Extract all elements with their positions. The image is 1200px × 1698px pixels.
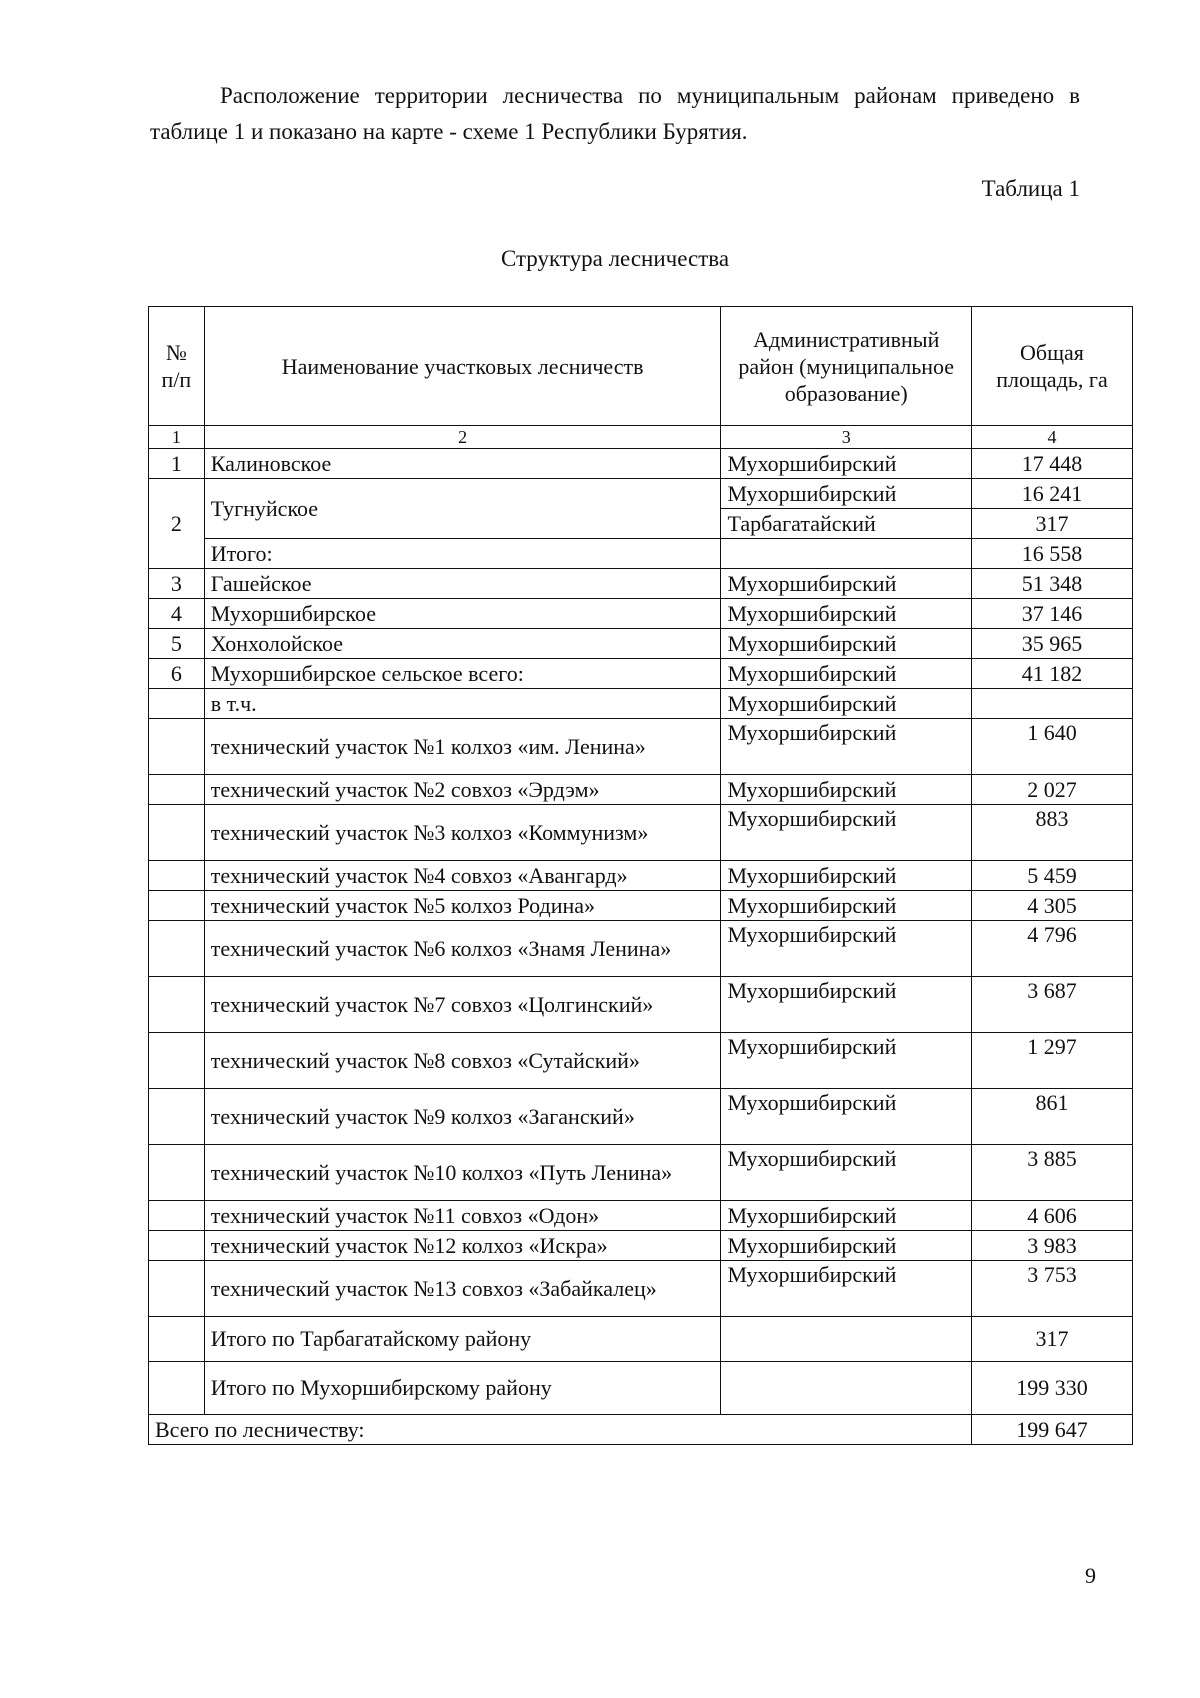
row-area: 3 753: [971, 1261, 1132, 1317]
row-name: Хонхолойское: [204, 629, 721, 659]
table-row-total-mukhorshibir: [149, 1362, 1133, 1415]
row-area: 199 647: [971, 1415, 1132, 1445]
table-row-tugnuiskoe-total: [149, 539, 1133, 569]
table-row: [149, 805, 1133, 861]
column-index-cell: 2: [204, 426, 721, 449]
table-row: [149, 1145, 1133, 1201]
row-district: Мухоршибирский: [721, 629, 971, 659]
table-row: [149, 1033, 1133, 1089]
table-row: [149, 659, 1133, 689]
row-num: [149, 1261, 205, 1317]
row-name: технический участок №7 совхоз «Цолгинский»: [204, 977, 721, 1033]
row-num: 3: [149, 569, 205, 599]
row-area: 883: [971, 805, 1132, 861]
row-num: [149, 1231, 205, 1261]
table-row: [149, 1231, 1133, 1261]
row-area: 16 558: [971, 539, 1132, 569]
row-area: 51 348: [971, 569, 1132, 599]
row-district: Мухоршибирский: [721, 921, 971, 977]
row-district: Мухоршибирский: [721, 775, 971, 805]
row-name: Итого по Мухоршибирскому району: [204, 1362, 721, 1415]
table-row: [149, 1261, 1133, 1317]
row-name: Тугнуйское: [204, 479, 721, 539]
row-district: Тарбагатайский: [721, 509, 971, 539]
row-num: [149, 1201, 205, 1231]
table-row-grand-total: [149, 1415, 1133, 1445]
table-row-total-tarbagatai: [149, 1317, 1133, 1362]
row-num: [149, 1145, 205, 1201]
row-num: [149, 861, 205, 891]
row-district: Мухоршибирский: [721, 1201, 971, 1231]
row-name: технический участок №9 колхоз «Заганский»: [204, 1089, 721, 1145]
table-row: [149, 689, 1133, 719]
row-num: [149, 719, 205, 775]
page-number: 9: [1085, 1563, 1096, 1588]
row-area: 1 297: [971, 1033, 1132, 1089]
row-district: Мухоршибирский: [721, 1145, 971, 1201]
row-name: технический участок №13 совхоз «Забайкалец»: [204, 1261, 721, 1317]
table-row: [149, 569, 1133, 599]
table-row: [149, 1201, 1133, 1231]
column-index-cell: 4: [971, 426, 1132, 449]
table-header-row: [149, 307, 1133, 426]
column-index-cell: 1: [149, 426, 205, 449]
row-area: [971, 689, 1132, 719]
table-row: [149, 719, 1133, 775]
row-name: Гашейское: [204, 569, 721, 599]
row-num: 2: [149, 479, 205, 569]
row-name: Калиновское: [204, 449, 721, 479]
row-area: 1 640: [971, 719, 1132, 775]
column-index-row: [149, 426, 1133, 449]
table-row: [149, 629, 1133, 659]
row-name: Итого по Тарбагатайскому району: [204, 1317, 721, 1362]
row-num: [149, 891, 205, 921]
row-name: Всего по лесничеству:: [149, 1415, 972, 1445]
header-district: Административный район (муниципальное образование): [721, 307, 971, 426]
table-row: [149, 977, 1133, 1033]
row-name: технический участок №10 колхоз «Путь Ленина»: [204, 1145, 721, 1201]
row-name: технический участок №12 колхоз «Искра»: [204, 1231, 721, 1261]
row-area: 317: [971, 1317, 1132, 1362]
row-area: 4 305: [971, 891, 1132, 921]
row-name: Итого:: [204, 539, 721, 569]
row-num: [149, 805, 205, 861]
row-area: 4 606: [971, 1201, 1132, 1231]
row-name: в т.ч.: [204, 689, 721, 719]
header-num: № п/п: [149, 307, 205, 426]
row-num: 1: [149, 449, 205, 479]
intro-paragraph: [150, 78, 1080, 150]
row-district: Мухоршибирский: [721, 891, 971, 921]
row-num: [149, 1362, 205, 1415]
row-name: технический участок №11 совхоз «Одон»: [204, 1201, 721, 1231]
row-name: технический участок №6 колхоз «Знамя Ленина»: [204, 921, 721, 977]
row-district: Мухоршибирский: [721, 805, 971, 861]
row-district: Мухоршибирский: [721, 1231, 971, 1261]
row-num: [149, 689, 205, 719]
table-label: Таблица 1: [981, 176, 1080, 201]
row-num: [149, 1033, 205, 1089]
row-name: Мухоршибирское сельское всего:: [204, 659, 721, 689]
row-name: Мухоршибирское: [204, 599, 721, 629]
table-row-tugnuiskoe: [149, 479, 1133, 509]
table-row: [149, 861, 1133, 891]
row-district: [721, 1317, 971, 1362]
row-name: технический участок №1 колхоз «им. Ленина»: [204, 719, 721, 775]
row-district: Мухоршибирский: [721, 977, 971, 1033]
row-district: Мухоршибирский: [721, 1089, 971, 1145]
row-num: [149, 775, 205, 805]
row-district: [721, 1362, 971, 1415]
row-area: 2 027: [971, 775, 1132, 805]
row-district: Мухоршибирский: [721, 1033, 971, 1089]
row-district: Мухоршибирский: [721, 599, 971, 629]
table-row: [149, 921, 1133, 977]
table-caption: Структура лесничества: [500, 246, 730, 271]
row-area: 16 241: [971, 479, 1132, 509]
row-area: 37 146: [971, 599, 1132, 629]
row-area: 4 796: [971, 921, 1132, 977]
intro-text: Расположение территории лесничества по муниципальным районам приведено в таблице 1 и показано на карте - схеме 1 Республики Бурятия.: [150, 83, 1080, 144]
row-district: Мухоршибирский: [721, 689, 971, 719]
row-num: 4: [149, 599, 205, 629]
row-area: 861: [971, 1089, 1132, 1145]
row-area: 35 965: [971, 629, 1132, 659]
header-name: Наименование участковых лесничеств: [204, 307, 721, 426]
header-area: Общая площадь, га: [971, 307, 1132, 426]
row-num: [149, 1317, 205, 1362]
row-name: технический участок №4 совхоз «Авангард»: [204, 861, 721, 891]
row-num: [149, 977, 205, 1033]
row-area: 41 182: [971, 659, 1132, 689]
row-name: технический участок №5 колхоз Родина»: [204, 891, 721, 921]
row-num: 5: [149, 629, 205, 659]
row-district: [721, 539, 971, 569]
row-num: 6: [149, 659, 205, 689]
row-district: Мухоршибирский: [721, 1261, 971, 1317]
row-district: Мухоршибирский: [721, 449, 971, 479]
row-area: 17 448: [971, 449, 1132, 479]
table-row: [149, 891, 1133, 921]
row-name: технический участок №2 совхоз «Эрдэм»: [204, 775, 721, 805]
row-num: [149, 1089, 205, 1145]
row-area: 3 885: [971, 1145, 1132, 1201]
table-row: [149, 1089, 1133, 1145]
table-row-kalinovskoe: [149, 449, 1133, 479]
table-row: [149, 599, 1133, 629]
row-district: Мухоршибирский: [721, 569, 971, 599]
row-area: 3 687: [971, 977, 1132, 1033]
row-district: Мухоршибирский: [721, 479, 971, 509]
column-index-cell: 3: [721, 426, 971, 449]
row-district: Мухоршибирский: [721, 659, 971, 689]
row-area: 317: [971, 509, 1132, 539]
table-row: [149, 775, 1133, 805]
row-name: технический участок №3 колхоз «Коммунизм»: [204, 805, 721, 861]
forestry-structure-table: [148, 306, 1133, 1445]
row-district: Мухоршибирский: [721, 861, 971, 891]
row-name: технический участок №8 совхоз «Сутайский»: [204, 1033, 721, 1089]
row-area: 199 330: [971, 1362, 1132, 1415]
row-num: [149, 921, 205, 977]
row-area: 3 983: [971, 1231, 1132, 1261]
row-area: 5 459: [971, 861, 1132, 891]
row-district: Мухоршибирский: [721, 719, 971, 775]
